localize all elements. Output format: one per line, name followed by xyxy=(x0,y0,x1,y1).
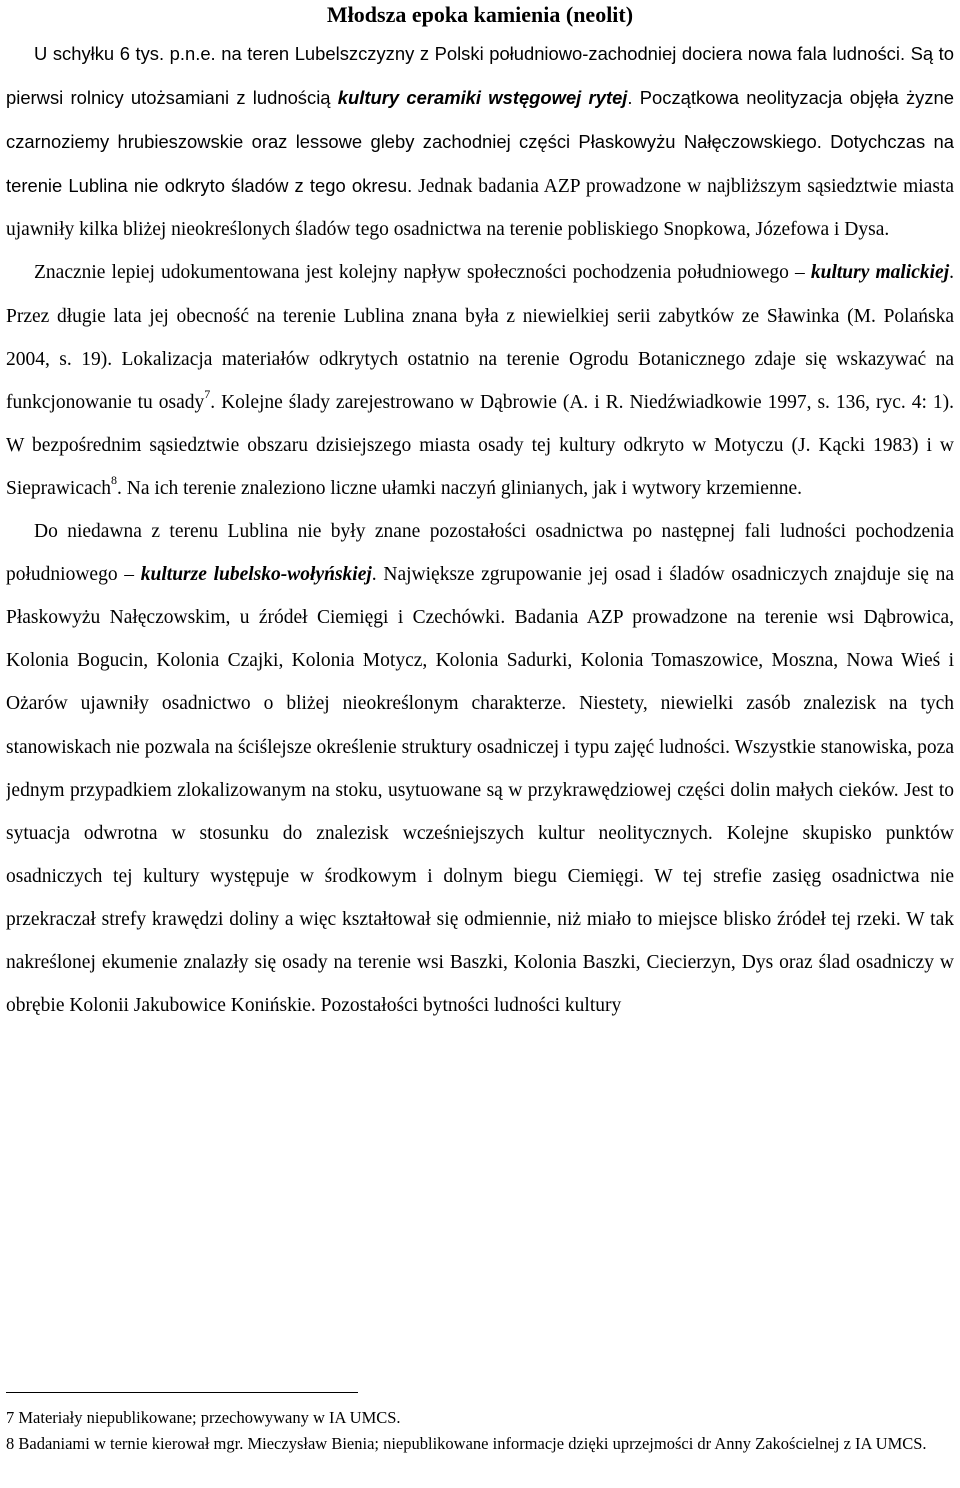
culture-name-lublin-volhynia: kulturze lubelsko-wołyńskiej xyxy=(140,564,372,586)
paragraph-1-text-b: . Początkowa neolityzacja objęła żyzne czarnoziemy hrubieszowskie oraz lessowe gleby zachodniej części Płaskowyżu Nałęczowskiego. Dotychczas na terenie Lublina nie odkryto śladów z tego okresu. xyxy=(6,87,954,197)
footnote-number: 7 xyxy=(6,1408,15,1427)
paragraph-2 xyxy=(6,251,954,510)
page-title: Młodsza epoka kamienia (neolit) xyxy=(326,2,634,27)
footnote-ref-8[interactable]: 8 xyxy=(111,473,118,488)
footnote-8 xyxy=(6,1434,954,1454)
paragraph-3 xyxy=(6,510,954,1027)
paragraph-3-text-b: . Największe zgrupowanie jej osad i śladów osadniczych znajduje się na Płaskowyżu Nałęczowskim, u źródeł Ciemięgi i Czechówki. Badania AZP prowadzone na terenie wsi Dąbrowica, Kolonia Bogucin, Kolonia Czajki, Kolonia Motycz, Kolonia Sadurki, Kolonia Tomaszowice, Moszna, Nowa Wieś i Ożarów ujawniły osadnictwo o bliżej nieokreślonym charakterze. Niestety, niewielki zasób znalezisk na tych stanowiskach nie pozwala na ściślejsze określenie struktury osadniczej i typu zajęć ludności. Wszystkie stanowiska, poza jednym przypadkiem zlokalizowanym na stoku, usytuowane są w przykrawędziowej części dolin małych cieków. Jest to sytuacja odwrotna w stosunku do znalezisk wcześniejszych kultur neolitycznych. Kolejne skupisko punktów osadniczych tej kultury występuje w środkowym i dolnym biegu Ciemięgi. W tej strefie zasięg osadnictwa nie przekraczał strefy krawędzi doliny a więc kształtował się odmiennie, niż miało to miejsce blisko źródeł tej rzeki. W tak nakreślonej ekumenie znalazły się osady na terenie wsi Baszki, Kolonia Baszki, Ciecierzyn, Dys oraz ślad osadniczy w obrębie Kolonii Jakubowice Konińskie. Pozostałości bytności ludności kultury xyxy=(6,564,954,1017)
paragraph-2-text-c: . Kolejne ślady zarejestrowano w Dąbrowie (A. i R. Niedźwiadkowie 1997, s. 136, ryc. 4: 1). W bezpośrednim sąsiedztwie obszaru dzisiejszego miasta osady tej kultury odkryto w Motyczu (J. Kącki 1983) i w Sieprawicach xyxy=(6,391,954,499)
paragraph-1-text-a: U schyłku 6 tys. p.n.e. na teren Lubelszczyzny z Polski południowo-zachodniej dociera nowa fala ludności. Są to pierwsi rolnicy utożsamiani z ludnością xyxy=(6,43,954,109)
footnote-number: 8 xyxy=(6,1434,15,1453)
paragraph-2-text-d: . Na ich terenie znaleziono liczne ułamki naczyń glinianych, jak i wytwory krzemienne. xyxy=(117,477,802,499)
culture-name-linear-pottery: kultury ceramiki wstęgowej rytej xyxy=(337,87,628,109)
footnote-text: Materiały niepublikowane; przechowywany w IA UMCS. xyxy=(18,1408,401,1427)
paragraph-2-text-a: Znacznie lepiej udokumentowana jest kolejny napływ społeczności pochodzenia południowego – xyxy=(34,262,811,284)
footnote-text: Badaniami w ternie kierował mgr. Mieczysław Bienia; niepublikowane informacje dzięki uprzejmości dr Anny Zakościelnej z IA UMCS. xyxy=(18,1434,927,1453)
footnote-7 xyxy=(6,1408,954,1428)
footnotes xyxy=(6,1408,954,1460)
paragraph-1 xyxy=(6,32,954,251)
paragraph-2-text-b: . Przez długie lata jej obecność na terenie Lublina znana była z niewielkiej serii zabytków ze Sławinka (M. Polańska 2004, s. 19). Lokalizacja materiałów odkrytych ostatnio na terenie Ogrodu Botanicznego zdaje się wskazywać na funkcjonowanie tu osady xyxy=(6,262,954,413)
paragraph-1-text-c: Jednak badania AZP prowadzone w najbliższym sąsiedztwie miasta ujawniły kilka bliżej nieokreślonych śladów tego osadnictwa na terenie pobliskiego Snopkowa, Józefowa i Dysa. xyxy=(6,176,954,241)
footnote-divider xyxy=(6,1392,358,1393)
footnote-ref-7[interactable]: 7 xyxy=(204,387,211,402)
body-text xyxy=(6,32,954,1027)
document-page xyxy=(6,0,954,1488)
paragraph-3-text-a: Do niedawna z terenu Lublina nie były znane pozostałości osadnictwa po następnej fali ludności pochodzenia południowego – xyxy=(6,521,954,586)
culture-name-malice: kultury malickiej xyxy=(810,262,950,284)
